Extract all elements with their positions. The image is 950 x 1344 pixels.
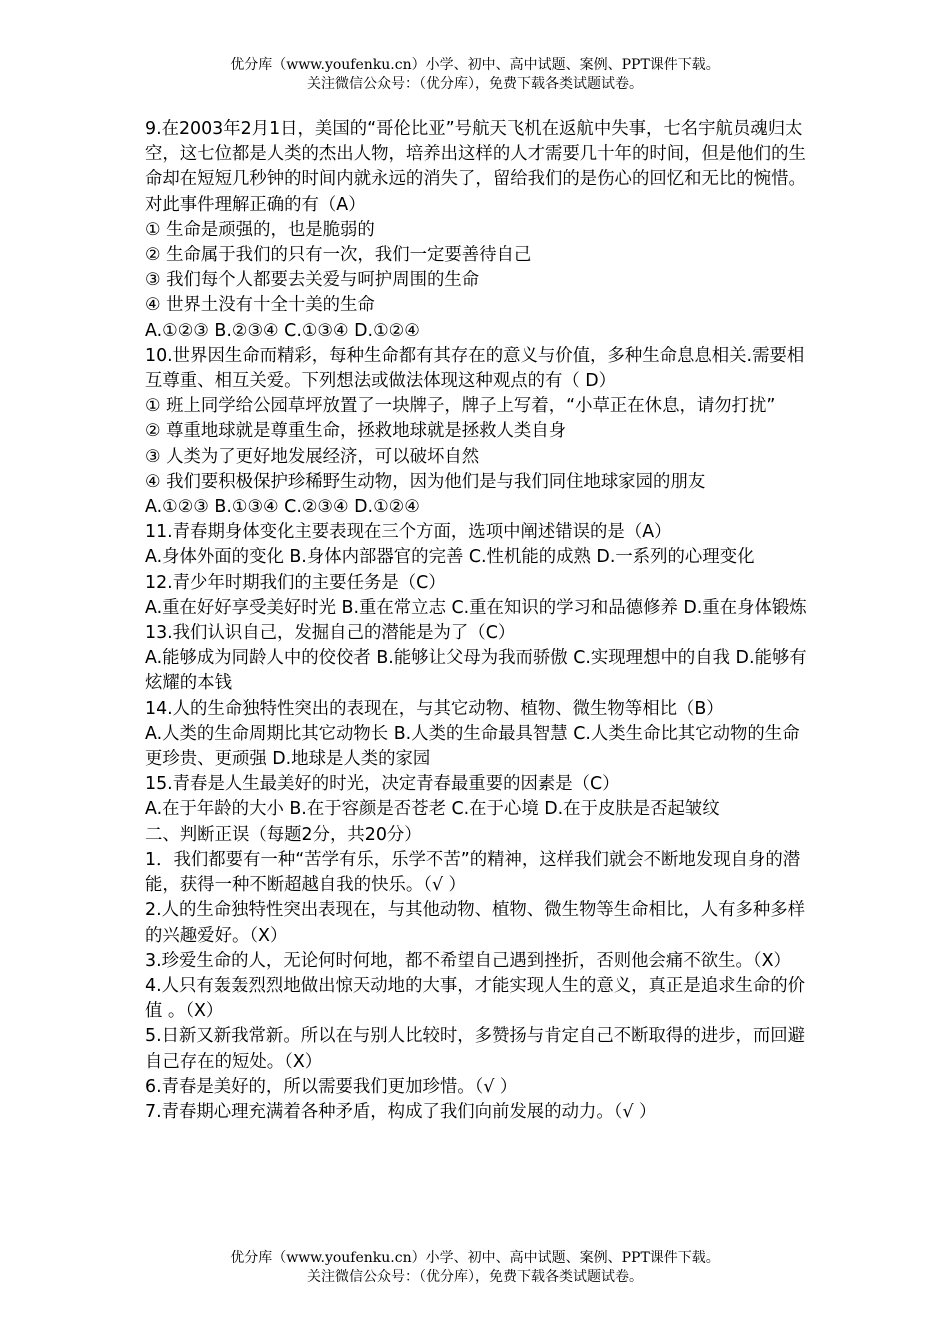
question-9-statement-3: ③ 我们每个人都要去关爱与呵护周围的生命	[145, 270, 480, 291]
footer-line-1: 优分库（www.youfenku.cn）小学、初中、高中试题、案例、PPT课件下载。	[230, 1250, 720, 1266]
question-14-stem: 14.人的生命独特性突出的表现在，与其它动物、植物、微生物等相比（B）	[145, 698, 724, 719]
question-12-stem: 12.青少年时期我们的主要任务是（C）	[145, 572, 446, 593]
question-10-statement-2: ② 尊重地球就是尊重生命，拯救地球就是拯救人类自身	[145, 421, 567, 442]
question-11-stem: 11.青春期身体变化主要表现在三个方面，选项中阐述错误的是（A）	[145, 522, 672, 543]
judgment-3: 3.珍爱生命的人，无论何时何地，都不希望自己遇到挫折，否则他会痛不欲生。（X）	[145, 950, 791, 971]
question-13-stem: 13.我们认识自己，发掘自己的潜能是为了（C）	[145, 623, 516, 644]
question-13-options: A.能够成为同龄人中的佼佼者 B.能够让父母为我而骄傲 C.实现理想中的自我 D.能够有炫耀的本钱	[145, 648, 807, 694]
question-10-statement-4: ④ 我们要积极保护珍稀野生动物，因为他们是与我们同住地球家园的朋友	[145, 471, 706, 492]
question-14-options: A.人类的生命周期比其它动物长 B.人类的生命最具智慧 C.人类生命比其它动物的生命更珍贵、更顽强 D.地球是人类的家园	[145, 723, 800, 770]
question-9-stem: 9.在2003年2月1日，美国的“哥伦比亚”号航天飞机在返航中失事，七名宇航员魂归太空，这七位都是人类的杰出人物，培养出这样的人才需要几十年的时间，但是他们的生命却在短短几秒钟的时间内就永远的消失了，留给我们的是伤心的回忆和无比的惋惜。对此事件理解正确的有（A）	[145, 119, 806, 215]
question-10-statement-3: ③ 人类为了更好地发展经济，可以破坏自然	[145, 446, 480, 467]
question-12-options: A.重在好好享受美好时光 B.重在常立志 C.重在知识的学习和品德修养 D.重在身体锻炼	[145, 597, 807, 618]
question-11-options: A.身体外面的变化 B.身体内部器官的完善 C.性机能的成熟 D.一系列的心理变化	[145, 547, 755, 568]
footer-line-2: 关注微信公众号：（优分库），免费下载各类试题试卷。	[307, 1269, 643, 1285]
question-10-options: A.①②③ B.①③④ C.②③④ D.①②④	[145, 497, 420, 518]
question-15-options: A.在于年龄的大小 B.在于容颜是否苍老 C.在于心境 D.在于皮肤是否起皱纹	[145, 799, 720, 820]
header-line-2: 关注微信公众号：（优分库），免费下载各类试题试卷。	[307, 76, 643, 92]
header-line-1: 优分库（www.youfenku.cn）小学、初中、高中试题、案例、PPT课件下载。	[230, 57, 720, 73]
question-9-statement-1: ① 生命是顽强的，也是脆弱的	[145, 219, 375, 240]
judgment-1: 1．我们都要有一种“苦学有乐，乐学不苦”的精神，这样我们就会不断地发现自身的潜能，获得一种不断超越自我的快乐。（√ ）	[145, 849, 801, 896]
judgment-5: 5.日新又新我常新。所以在与别人比较时，多赞扬与肯定自己不断取得的进步，而回避自己存在的短处。（X）	[145, 1026, 806, 1072]
question-10-statement-1: ① 班上同学给公园草坪放置了一块牌子，牌子上写着，“小草正在休息，请勿打扰”	[145, 396, 776, 417]
document-body	[145, 117, 813, 1125]
question-15-stem: 15.青春是人生最美好的时光，决定青春最重要的因素是（C）	[145, 774, 620, 795]
section-2-title: 二、判断正误（每题2分，共20分）	[145, 824, 422, 845]
question-9-options: A.①②③ B.②③④ C.①③④ D.①②④	[145, 320, 420, 341]
page-header	[0, 56, 950, 94]
judgment-2: 2.人的生命独特性突出表现在，与其他动物、植物、微生物等生命相比，人有多种多样的兴趣爱好。（X）	[145, 900, 806, 946]
question-9-statement-4: ④ 世界土没有十全十美的生命	[145, 295, 375, 316]
question-10-stem: 10.世界因生命而精彩，每种生命都有其存在的意义与价值，多种生命息息相关.需要相互尊重、相互关爱。下列想法或做法体现这种观点的有（ D）	[145, 345, 805, 392]
judgment-7: 7.青春期心理充满着各种矛盾，构成了我们向前发展的动力。（√ ）	[145, 1101, 657, 1122]
judgment-4: 4.人只有轰轰烈烈地做出惊天动地的大事，才能实现人生的意义，真正是追求生命的价值 。（X）	[145, 975, 806, 1022]
judgment-6: 6.青春是美好的，所以需要我们更加珍惜。（√ ）	[145, 1076, 518, 1097]
question-9-statement-2: ② 生命属于我们的只有一次，我们一定要善待自己	[145, 245, 532, 266]
page-footer	[0, 1249, 950, 1287]
